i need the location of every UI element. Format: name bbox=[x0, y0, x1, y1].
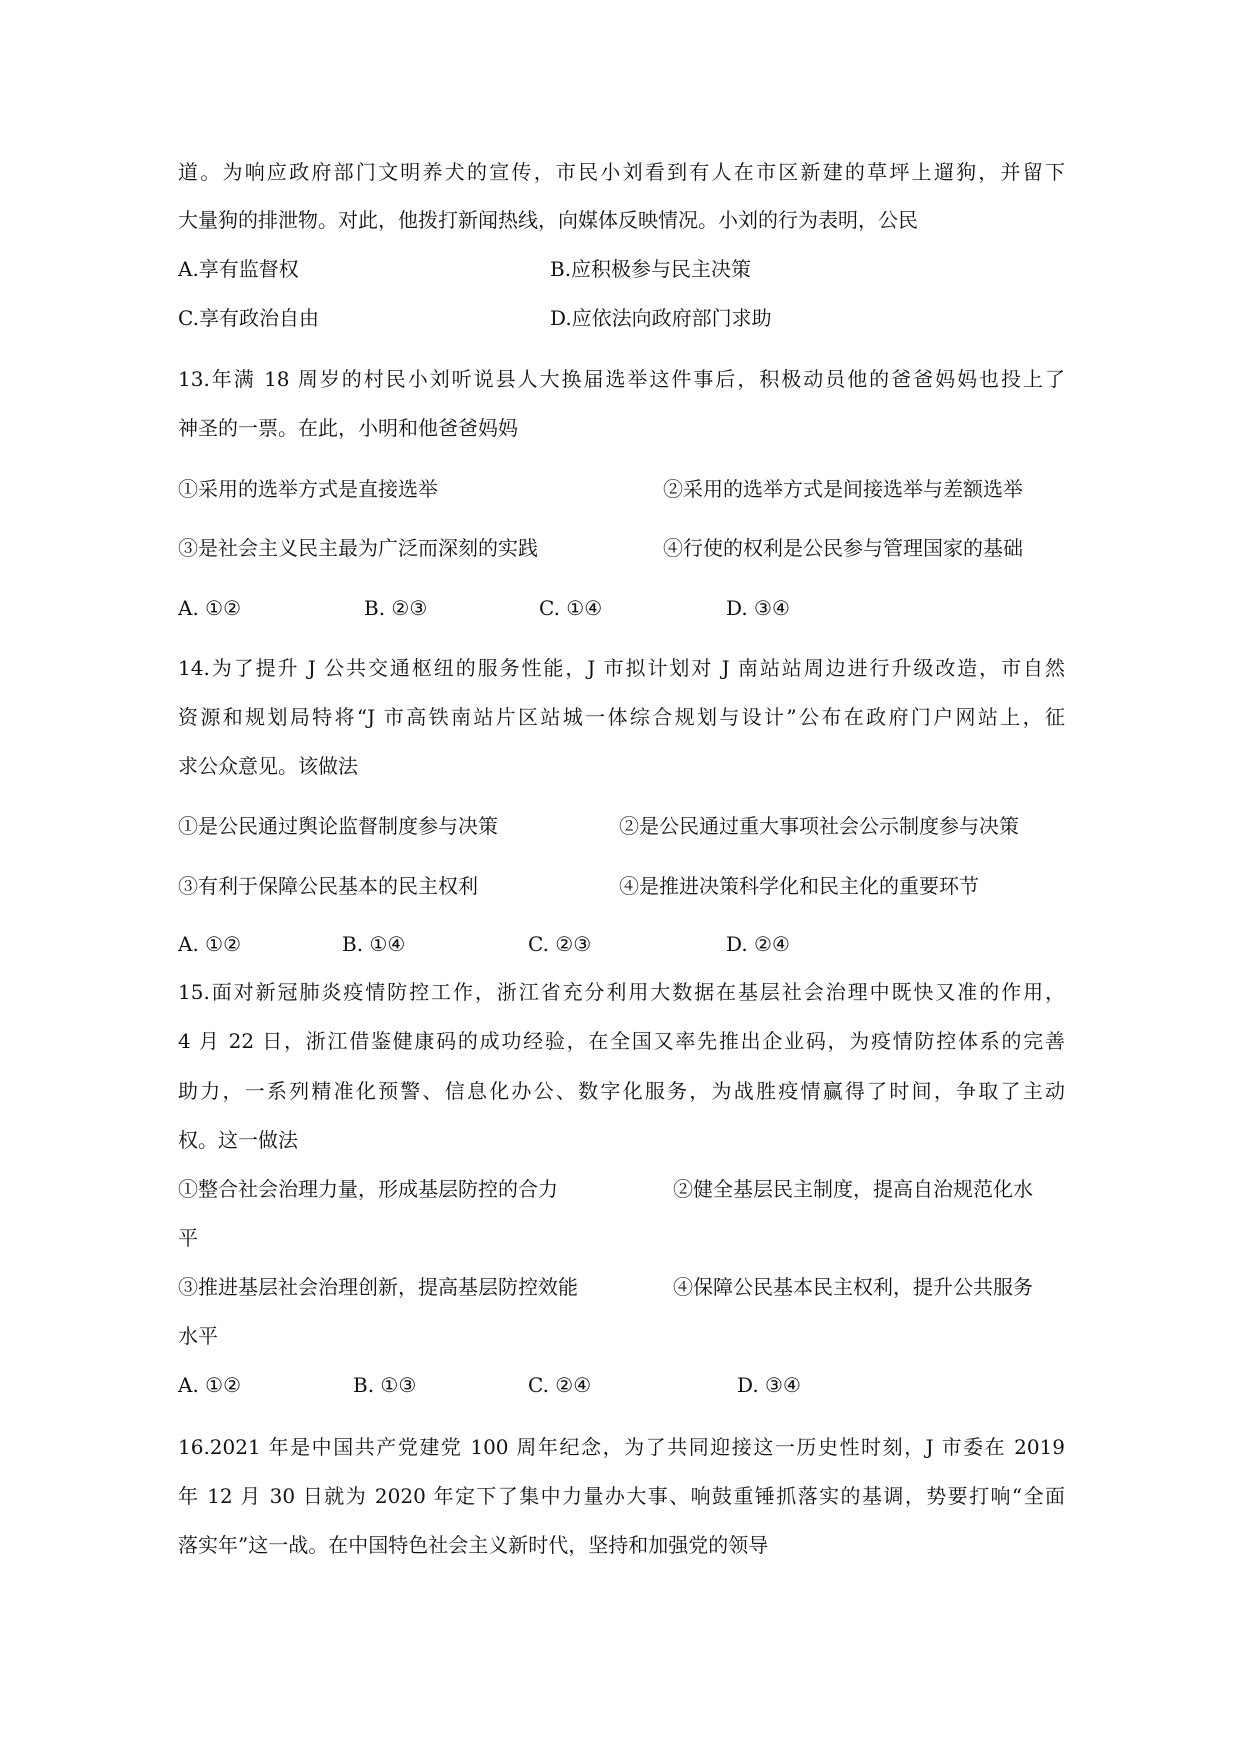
q12-option-b: B.应积极参与民主决策 bbox=[550, 257, 752, 281]
q13-answer-a: A. ①② bbox=[178, 596, 242, 620]
q15-item-1: ①整合社会治理力量，形成基层防控的合力 bbox=[178, 1177, 558, 1201]
q13-answer-b: B. ②③ bbox=[364, 596, 428, 620]
q15-answer-d: D. ③④ bbox=[737, 1373, 801, 1397]
q14-item-2: ②是公民通过重大事项社会公示制度参与决策 bbox=[619, 814, 1019, 838]
q13-item-1: ①采用的选举方式是直接选举 bbox=[178, 477, 438, 501]
q14-item-3: ③有利于保障公民基本的民主权利 bbox=[178, 874, 478, 898]
q15-answer-b: B. ①③ bbox=[353, 1373, 417, 1397]
q14-item-4: ④是推进决策科学化和民主化的重要环节 bbox=[619, 874, 979, 898]
q16-stem-line3: 落实年”这一战。在中国特色社会主义新时代，坚持和加强党的领导 bbox=[178, 1533, 769, 1557]
q15-stem-line2: 4 月 22 日，浙江借鉴健康码的成功经验，在全国又率先推出企业码，为疫情防控体系的完善 bbox=[178, 1029, 1065, 1053]
q14-item-1: ①是公民通过舆论监督制度参与决策 bbox=[178, 814, 498, 838]
q14-stem-line3: 求公众意见。该做法 bbox=[178, 754, 358, 778]
q14-answer-b: B. ①④ bbox=[342, 932, 406, 956]
q13-item-4: ④行使的权利是公民参与管理国家的基础 bbox=[663, 536, 1023, 560]
q15-stem-line4: 权。这一做法 bbox=[178, 1128, 298, 1152]
q15-answer-c: C. ②④ bbox=[528, 1373, 592, 1397]
q15-answer-a: A. ①② bbox=[178, 1373, 242, 1397]
q12-stem-line1: 道。为响应政府部门文明养犬的宣传，市民小刘看到有人在市区新建的草坪上遛狗，并留下 bbox=[178, 160, 1065, 184]
q12-option-a: A.享有监督权 bbox=[178, 257, 299, 281]
q14-answer-a: A. ①② bbox=[178, 932, 242, 956]
q14-answer-c: C. ②③ bbox=[528, 932, 592, 956]
q12-stem-line2: 大量狗的排泄物。对此，他拨打新闻热线，向媒体反映情况。小刘的行为表明，公民 bbox=[178, 208, 918, 232]
q13-stem-line2: 神圣的一票。在此，小明和他爸爸妈妈 bbox=[178, 416, 518, 440]
q13-answer-d: D. ③④ bbox=[726, 596, 790, 620]
q15-item-3: ③推进基层社会治理创新，提高基层防控效能 bbox=[178, 1275, 578, 1299]
q13-answer-c: C. ①④ bbox=[539, 596, 603, 620]
q13-item-2: ②采用的选举方式是间接选举与差额选举 bbox=[663, 477, 1023, 501]
q13-stem-line1: 13.年满 18 周岁的村民小刘听说县人大换届选举这件事后，积极动员他的爸爸妈妈也投上了 bbox=[178, 367, 1065, 391]
q15-item-4: ④保障公民基本民主权利，提升公共服务 bbox=[673, 1275, 1033, 1299]
q13-item-3: ③是社会主义民主最为广泛而深刻的实践 bbox=[178, 536, 538, 560]
q15-stem-line3: 助力，一系列精准化预警、信息化办公、数字化服务，为战胜疫情赢得了时间，争取了主动 bbox=[178, 1079, 1065, 1103]
q15-stem-line1: 15.面对新冠肺炎疫情防控工作，浙江省充分利用大数据在基层社会治理中既快又准的作用， bbox=[178, 980, 1065, 1004]
q16-stem-line1: 16.2021 年是中国共产党建党 100 周年纪念，为了共同迎接这一历史性时刻，J 市委在 2019 bbox=[178, 1435, 1065, 1459]
q14-stem-line1: 14.为了提升 J 公共交通枢纽的服务性能，J 市拟计划对 J 南站站周边进行升级改造，市自然 bbox=[178, 656, 1065, 680]
q14-stem-line2: 资源和规划局特将“J 市高铁南站片区站城一体综合规划与设计”公布在政府门户网站上，征 bbox=[178, 705, 1065, 729]
q12-option-d: D.应依法向政府部门求助 bbox=[550, 306, 772, 330]
q14-answer-d: D. ②④ bbox=[726, 932, 790, 956]
q15-item-2-wrap: 平 bbox=[178, 1226, 198, 1250]
q15-item-2: ②健全基层民主制度，提高自治规范化水 bbox=[673, 1177, 1033, 1201]
q16-stem-line2: 年 12 月 30 日就为 2020 年定下了集中力量办大事、响鼓重锤抓落实的基调，势要打响“全面 bbox=[178, 1484, 1065, 1508]
q12-option-c: C.享有政治自由 bbox=[178, 306, 319, 330]
q15-item-4-wrap: 水平 bbox=[178, 1324, 218, 1348]
